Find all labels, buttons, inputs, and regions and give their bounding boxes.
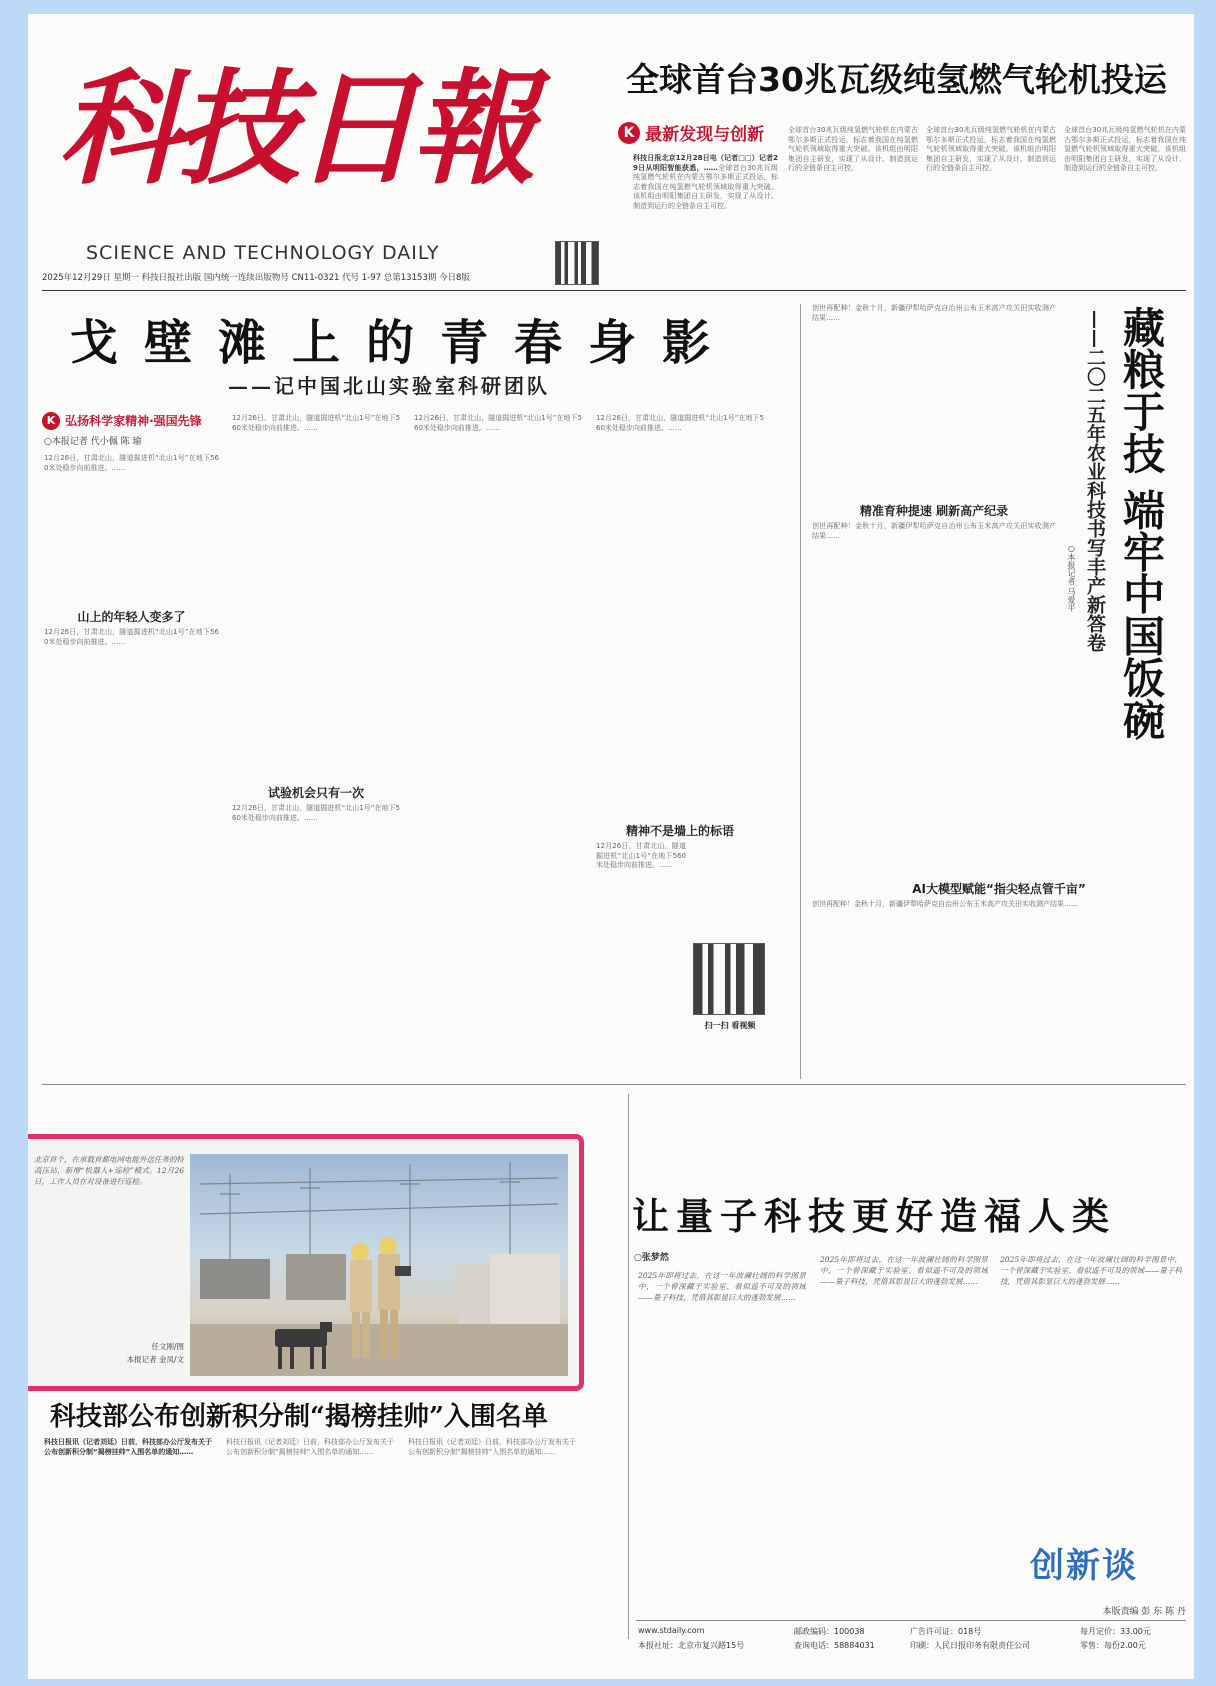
feature-col-1b: 12月26日，甘肃北山，隧道掘进机“北山1号”在地下560米处稳步向前推进。……: [44, 628, 219, 646]
photo-news-credit-text: 本报记者 金凤/文: [126, 1355, 184, 1364]
vertical-byline: ○本报记者 马爱平: [1067, 544, 1076, 612]
innovation-talk-badge: 创新谈: [1030, 1546, 1138, 1586]
k-logo-icon: K: [618, 122, 640, 144]
footer-price-month: 每月定价：33.00元: [1080, 1627, 1151, 1636]
feature-subhead-3: 精神不是墙上的标语: [625, 824, 734, 838]
feature-subhead-2: 试验机会只有一次: [267, 786, 364, 800]
vertical-headline[interactable]: 藏粮于技 端牢中国饭碗: [1117, 306, 1166, 741]
commentary-col-1: 2025年即将过去，在这一年波澜壮阔的科学图景中，一个曾深藏于实验室、看似遥不可及的领域——量子科技，凭借其彰显巨大的蓬勃发展……: [638, 1271, 806, 1302]
section-divider: [42, 1084, 1186, 1085]
bottom-left-headline[interactable]: 科技部公布创新积分制“揭榜挂帅”入围名单: [50, 1402, 548, 1432]
footer-price-single: 零售：每份2.00元: [1080, 1641, 1146, 1650]
masthead-divider: [42, 290, 1186, 291]
bottom-left-col-3: 科技日报讯（记者刘廷）日前，科技部办公厅发布关于公布创新积分制“揭榜挂帅”入围名单的通知……: [408, 1438, 576, 1456]
top-story-section: [618, 120, 788, 145]
newspaper-page: [28, 14, 1194, 1679]
feature-col-2a: 12月26日，甘肃北山，隧道掘进机“北山1号”在地下560米处稳步向前推进。……: [232, 414, 400, 432]
bottom-left-col-2: 科技日报讯（记者刘廷）日前，科技部办公厅发布关于公布创新积分制“揭榜挂帅”入围名单的通知……: [226, 1438, 394, 1456]
vertical-subhead-1: 精准育种提速 刷新高产纪录: [859, 504, 1009, 518]
commentary-col-2: 2025年即将过去，在这一年波澜壮阔的科学图景中，一个曾深藏于实验室、看似遥不可及的领域——量子科技，凭借其彰显巨大的蓬勃发展……: [820, 1255, 988, 1286]
feature-subhead-1: 山上的年轻人变多了: [77, 610, 186, 624]
top-story-col-4: 全球首台30兆瓦级纯氢燃气轮机在内蒙古鄂尔多斯正式投运，标志着我国在纯氢燃气轮机领域取得重大突破。该机组由明阳集团自主研发，实现了从设计、制造到运行的全链条自主可控。: [1064, 126, 1186, 173]
top-story-col-2: 全球首台30兆瓦级纯氢燃气轮机在内蒙古鄂尔多斯正式投运，标志着我国在纯氢燃气轮机领域取得重大突破。该机组由明阳集团自主研发，实现了从设计、制造到运行的全链条自主可控。: [788, 126, 918, 173]
feature-col-2b: 12月26日，甘肃北山，隧道掘进机“北山1号”在地下560米处稳步向前推进。……: [232, 804, 400, 822]
feature-section: [42, 410, 242, 430]
vertical-col-2: 创世再配种！金秋十月，新疆伊犁哈萨克自治州公布玉米高产攻关田实收测产结果……: [812, 900, 1078, 908]
top-story-section-label: 最新发现与创新: [645, 125, 765, 145]
vertical-col-1b: 创世再配种！金秋十月，新疆伊犁哈萨克自治州公布玉米高产攻关田实收测产结果……: [812, 522, 1056, 540]
top-story-col-3: 全球首台30兆瓦级纯氢燃气轮机在内蒙古鄂尔多斯正式投运，标志着我国在纯氢燃气轮机领域取得重大突破。该机组由明阳集团自主研发，实现了从设计、制造到运行的全链条自主可控。: [926, 126, 1056, 173]
feature-headline[interactable]: 戈壁滩上的青春身影: [70, 315, 737, 371]
vertical-subhead-2: AI大模型赋能“指尖轻点管千亩”: [912, 882, 1086, 896]
feature-col-4a: 12月26日，甘肃北山，隧道掘进机“北山1号”在地下560米处稳步向前推进。……: [596, 414, 764, 432]
masthead-qr-code[interactable]: [556, 242, 598, 284]
footer-address: 本报社址：北京市复兴路15号: [638, 1641, 745, 1650]
commentary-col-3: 2025年即将过去，在这一年波澜壮阔的科学图景中，一个曾深藏于实验室、看似遥不可及的领域——量子科技，凭借其彰显巨大的蓬勃发展……: [1000, 1255, 1182, 1286]
commentary-headline[interactable]: 让量子科技更好造福人类: [632, 1194, 1116, 1238]
feature-col-4b: 12月26日，甘肃北山，隧道掘进机“北山1号”在地下560米处稳步向前推进。……: [596, 842, 686, 870]
footer-printer: 印刷：人民日报印务有限责任公司: [910, 1641, 1030, 1650]
feature-qr-caption: 扫一扫 看视频: [704, 1021, 756, 1030]
photo-news-credit-photo: 任文刚/图: [151, 1342, 184, 1351]
footer-license: 广告许可证：018号: [910, 1627, 982, 1636]
footer-postcode: 邮政编码：100038: [794, 1627, 865, 1636]
masthead-english: SCIENCE AND TECHNOLOGY DAILY: [86, 242, 440, 264]
feature-subheadline: ——记中国北山实验室科研团队: [228, 374, 550, 398]
bottom-divider-vertical: [628, 1094, 629, 1639]
vertical-subheadline: ——二〇二五年农业科技书写丰产新答卷: [1084, 310, 1106, 652]
masthead-info-line: 2025年12月29日 星期一 科技日报社出版 国内统一连续出版物号 CN11-0321 代号 1-97 总第13153期 今日8版: [42, 273, 470, 283]
feature-section-label: 弘扬科学家精神·强国先锋: [65, 414, 202, 428]
vertical-col-1a: 创世再配种！金秋十月，新疆伊犁哈萨克自治州公布玉米高产攻关田实收测产结果……: [812, 304, 1056, 322]
photo-news-caption: 北京首个，在承载首都电网电能外送任务的特高压站，新增“机器人+巡检”模式。12月26日，工作人员在对设备进行巡检。: [34, 1155, 184, 1186]
footer-editors: 本版责编 彭 东 陈 丹: [1102, 1607, 1186, 1617]
photo-news-image[interactable]: [190, 1154, 568, 1376]
footer-divider: [636, 1620, 1186, 1621]
bottom-left-col-1: 科技日报讯（记者刘廷）日前，科技部办公厅发布关于公布创新积分制“揭榜挂帅”入围名单的通知……: [44, 1438, 212, 1456]
feature-col-1a: 12月26日，甘肃北山，隧道掘进机“北山1号”在地下560米处稳步向前推进。……: [44, 454, 219, 472]
feature-byline: ○本报记者 代小佩 陈 瑜: [44, 437, 142, 447]
feature-qr-code[interactable]: [694, 944, 764, 1014]
top-story-headline[interactable]: 全球首台30兆瓦级纯氢燃气轮机投运: [626, 60, 1167, 99]
top-story-lead: 科技日报北京12月28日电（记者□□）记者29日从明阳智能获悉，……全球首台30兆瓦级纯氢燃气轮机在内蒙古鄂尔多斯正式投运，标志着我国在纯氢燃气轮机领域取得重大突破。该机组由明阳集团自主研发，实现了从设计、制造到运行的全链条自主可控。: [633, 154, 778, 210]
column-divider-vertical: [800, 304, 801, 1079]
feature-col-3: 12月26日，甘肃北山，隧道掘进机“北山1号”在地下560米处稳步向前推进。……: [414, 414, 582, 432]
footer-website[interactable]: www.stdaily.com: [638, 1626, 705, 1635]
k-logo-icon: K: [42, 412, 60, 430]
masthead-title: 科技日報: [58, 57, 531, 202]
footer-phone: 查询电话：58884031: [794, 1641, 875, 1650]
commentary-byline: ○张梦然: [634, 1253, 669, 1263]
